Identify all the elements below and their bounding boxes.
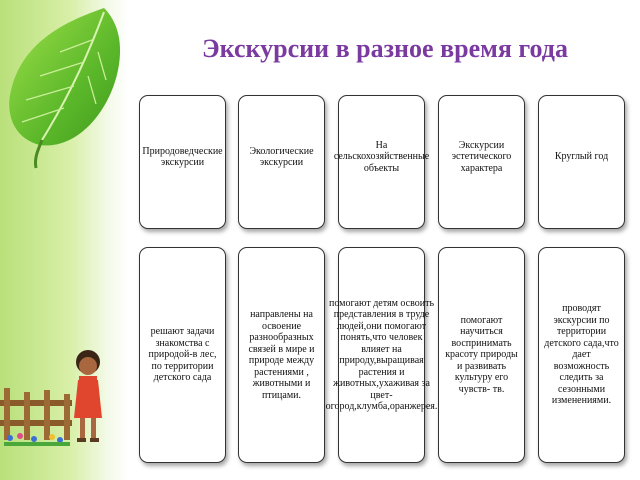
category-label: Экскурсии эстетического характера — [451, 139, 512, 174]
girl-with-fence-illustration — [0, 340, 130, 450]
green-leaf-illustration — [0, 0, 130, 200]
category-card-ecology — [238, 95, 325, 229]
description-card-ecology — [238, 247, 325, 463]
category-card-all-year — [538, 95, 625, 229]
category-card-nature — [139, 95, 226, 229]
description-text: проводят экскурсии по территории детского сада,что дает возможность следить за сезонными изменениями. — [544, 303, 619, 407]
description-card-nature — [139, 247, 226, 463]
category-label: Природоведческие экскурсии — [142, 145, 223, 168]
category-label: Экологические экскурсии — [249, 145, 314, 168]
description-card-aesthetic — [438, 247, 525, 463]
description-card-all-year — [538, 247, 625, 463]
category-label: Круглый год — [554, 151, 609, 163]
description-text: помогают детям освоить представления в труде людей,они помогают понять,что человек влияет на природу,выращивая растения и животных,ухаживая за цвет-огород,клумба,оранжерея. — [325, 297, 438, 412]
description-text: помогают научиться воспринимать красоту природы и развивать культуру его чувств- тв. — [445, 314, 518, 395]
description-text: решают задачи знакомства с природой-в лес, по территории детского сада — [148, 326, 217, 384]
page-title: Экскурсии в разное время года — [202, 34, 568, 63]
category-label: На сельскохозяйственные объекты — [333, 139, 430, 174]
category-card-agriculture — [333, 95, 430, 229]
description-card-agriculture — [325, 247, 438, 463]
category-card-aesthetic — [438, 95, 525, 229]
description-text: направлены на освоение разнообразных связей в мире и природе между растениями , животными и птицами. — [248, 309, 315, 401]
